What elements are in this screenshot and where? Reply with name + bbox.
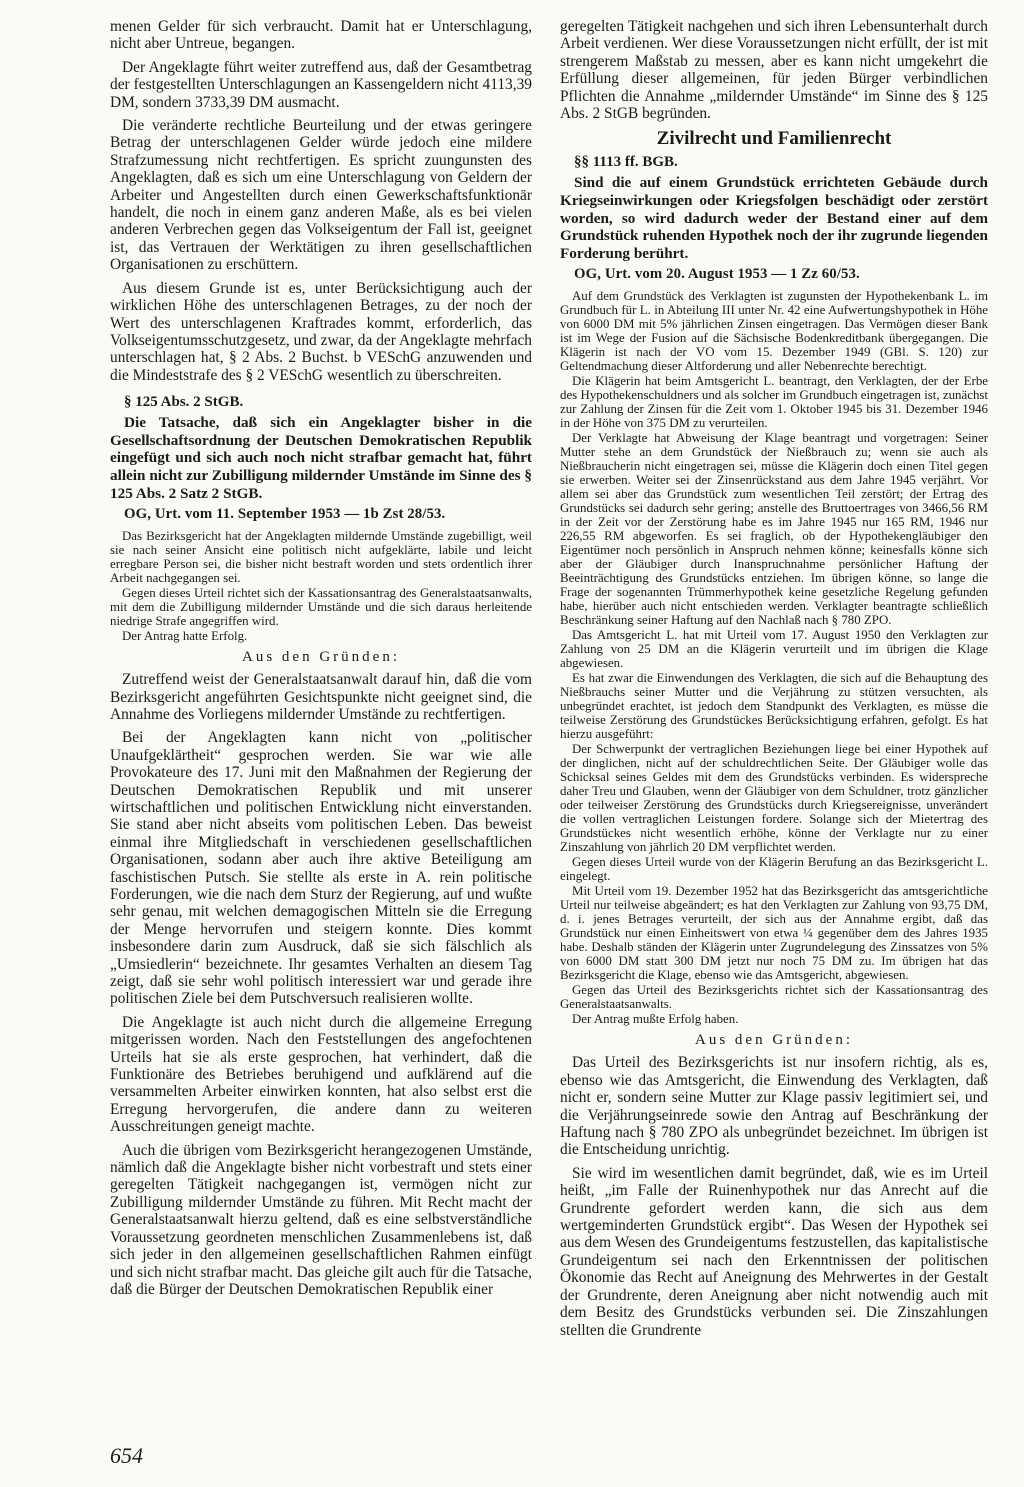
- facts-paragraph: Mit Urteil vom 19. Dezember 1952 hat das Bezirksgericht das amtsgerichtliche Urteil nur teilweise abgeändert; es hat den Verklagten zur Zahlung von 93,75 DM, d. i. jenes Betrages verurteilt, der sich aus der Annahme ergibt, daß das Grundstück nur einen Einheitswert von etwa ¼ gegenüber dem des Jahres 1935 habe. Deshalb ständen der Klägerin unter Zugrundelegung des Zinssatzes von 5% von 6000 DM statt 300 DM jetzt nur noch 75 DM zu. Im übrigen hat das Bezirksgericht die Klage, ebenso wie das Amtsgericht, abgewiesen.: [560, 884, 988, 983]
- facts-paragraph: Das Amtsgericht L. hat mit Urteil vom 17. August 1950 den Verklagten zur Zahlung von 25 DM an die Klägerin verurteilt und im übrigen die Klage abgewiesen.: [560, 628, 988, 671]
- facts-paragraph: Der Schwerpunkt der vertraglichen Beziehungen liege bei einer Hypothek auf der dinglichen, nicht auf der schuldrechtlichen Seite. Der Gläubiger wolle das Schicksal seines Geldes mit dem des Grundstücks verbinden. Es widerspreche daher Treu und Glauben, wenn der Gläubiger von dem Schuldner, trotz gänzlicher oder teilweiser Zerstörung des Grundstücks durch Kriegsereignisse, unverändert die vollen vertraglichen Leistungen fordere. Solange sich der Mietertrag des Grundstückes nicht wesentlich erhöhe, könne der Verklagte nur zu einer Zinszahlung von jährlich 20 DM verpflichtet werden.: [560, 742, 988, 855]
- statute-reference: §§ 1113 ff. BGB.: [574, 154, 678, 171]
- reasons-heading: Aus den Gründen:: [695, 1032, 853, 1049]
- paragraph: menen Gelder für sich verbraucht. Damit hat er Unterschlagung, nicht aber Untreue, begangen.: [110, 18, 532, 53]
- facts-paragraph: Gegen dieses Urteil wurde von der Klägerin Berufung an das Bezirksgericht L. eingelegt.: [560, 855, 988, 884]
- facts-paragraph: Der Antrag mußte Erfolg haben.: [572, 1012, 739, 1027]
- paragraph: Die veränderte rechtliche Beurteilung und der etwas geringere Betrag der unterschlagenen Gelder würde jedoch eine mildere Strafzumessung nicht rechtfertigen. Es spricht zuungunsten des Angeklagten, daß es sich um eine Unterschlagung von Geldern der Arbeiter und Angestellten durch einen Gewerkschaftsfunktionär handelt, die noch in einem ganz anderen Maße, als es bei vielen anderen Verbrechen gegen das Volkseigentum der Fall ist, geeignet ist, das Vertrauen der Werktätigen zu ihren gesellschaftlichen Organisationen zu erschüttern.: [110, 117, 532, 274]
- paragraph: Der Angeklagte führt weiter zutreffend aus, daß der Gesamtbetrag der festgestellten Unterschlagungen an Kassengeldern nicht 4113,39 DM, sondern 3733,39 DM ausmacht.: [110, 58, 532, 111]
- paragraph: Die Angeklagte ist auch nicht durch die allgemeine Erregung mitgerissen worden. Nach den Feststellungen des angefochtenen Urteils hat sie als erste gesprochen, hat verhindert, daß die Funktionäre des Betriebes beruhigend und aufklärend auf die versammelten Arbeiter einwirken konnten, hat also selbst erst die Erregung hervorgerufen, die andere dann zu weiteren Ausschreitungen geneigt machte.: [110, 1013, 532, 1136]
- paragraph: Bei der Angeklagten kann nicht von „politischer Unaufgeklärtheit“ gesprochen werden. Sie war wie alle Provokateure des 17. Juni mit den Maßnahmen der Regierung der Deutschen Demokratischen Republik und mit unserer wirtschaftlichen und politischen Entwicklung nicht einverstanden. Sie stand aber nicht abseits vom politischen Leben. Das beweist einmal ihre Mitgliedschaft in verschiedenen gesellschaftlichen Organisationen, sodann aber auch ihre aktive Beteiligung am faschistischen Putsch. Sie stellte als erste in A. rein politische Forderungen, wie die nach dem Sturz der Regierung, auf und wußte sehr genau, mit welchen demagogischen Mitteln sie die Erregung der Menge hervorrufen und steigern konnte. Dies kommt insbesondere darin zum Ausdruck, daß sie sich fälschlich als „Umsiedlerin“ bezeichnete. Ihr gesamtes Verhalten an diesem Tag zeigt, daß sie sehr wohl politisch interessiert war und gerade ihre politischen Ziele bei dem Putschversuch realisieren wollte.: [110, 729, 532, 1008]
- facts-paragraph: Gegen dieses Urteil richtet sich der Kassationsantrag des Generalstaatsanwalts, mit dem die Zubilligung mildernder Umstände und die sich daraus herleitende niedrige Strafe angegriffen wird.: [110, 586, 532, 629]
- facts-paragraph: Das Bezirksgericht hat der Angeklagten mildernde Umstände zugebilligt, weil sie nach seiner Ansicht eine politisch nicht aufgeklärte, labile und leicht erregbare Person sei, die bisher nicht bestraft worden und stets ordentlich ihrer Arbeit nachgegangen sei.: [110, 529, 532, 586]
- paragraph: Sie wird im wesentlichen damit begründet, daß, wie es im Urteil heißt, „im Falle der Ruinenhypothek nur das Anrecht auf die Grundrente gefordert werden kann, die sich aus dem wertgeminderten Grundstück ergibt“. Das Wesen der Hypothek sei aus dem Wesen des Grundeigentums festzustellen, das kapitalistische Grundeigentum sei nach den Erkenntnissen der politischen Ökonomie das Recht auf Aneignung des Mehrwertes in der Gestalt der Grundrente, deren Aneignung aber nicht notwendig auch mit dem Besitz des Grundstücks verbunden sei. Die Zinszahlungen stellten die Grundrente: [560, 1164, 988, 1339]
- left-column: [110, 18, 532, 1304]
- facts-paragraph: Die Klägerin hat beim Amtsgericht L. beantragt, den Verklagten, der der Erbe des Hypothekenschuldners und als solcher im Grundbuch eingetragen ist, zunächst zur Zahlung der Zinsen für die Zeit vom 1. Oktober 1945 bis 31. Dezember 1946 in der Höhe von 375 DM zu verurteilen.: [560, 374, 988, 431]
- case-citation: OG, Urt. vom 20. August 1953 — 1 Zz 60/53.: [574, 266, 860, 283]
- right-column: [560, 18, 988, 1345]
- facts-paragraph: Auf dem Grundstück des Verklagten ist zugunsten der Hypothekenbank L. im Grundbuch für L. in Abteilung III unter Nr. 42 eine Aufwertungshypothek in Höhe von 6000 DM mit 5% jährlichen Zinsen eingetragen. Das Vermögen dieser Bank ist im Wege der Fusion auf die Sächsische Bodenkreditbank übergegangen. Die Klägerin ist nach der VO vom 15. Dezember 1949 (GBl. S. 120) zur Geltendmachung dieser Altforderung und aller Nebenrechte berechtigt.: [560, 289, 988, 374]
- reasons-heading: Aus den Gründen:: [242, 649, 400, 666]
- paragraph: Auch die übrigen vom Bezirksgericht herangezogenen Umstände, nämlich daß die Angeklagte bisher nicht vorbestraft und stets einer geregelten Tätigkeit nachgegangen ist, vermögen nicht zur Zubilligung mildernder Umstände zu führen. Mit Recht macht der Generalstaatsanwalt hierzu geltend, daß es eine selbstverständliche Voraussetzung geordneten menschlichen Zusammenlebens ist, daß sich jeder in den allgemeinen gesellschaftlichen Rahmen einfügt und sich nicht strafbar macht. Das gleiche gilt auch für die Tatsache, daß die Bürger der Deutschen Demokratischen Republik einer: [110, 1141, 532, 1298]
- facts-paragraph: Der Antrag hatte Erfolg.: [122, 629, 248, 644]
- facts-paragraph: Der Verklagte hat Abweisung der Klage beantragt und vorgetragen: Seiner Mutter stehe an dem Grundstück der Nießbrauch zu; wenn sie auch als Nießbraucherin nicht eingetragen sei, müsse die Klägerin doch einen Titel gegen sie erwerben. Weiter sei der Zinsenrückstand aus dem Jahre 1945 verjährt. Vor allem sei aber das Grundstück zum wesentlichen Teil zerstört; der Ertrag des Grundstücks sei dadurch sehr gering; anstelle des Bruttoertrages von 3466,56 RM in der Zeit vor der Zerstörung habe es im Jahre 1945 nur 165 RM, 1946 nur 226,55 RM abgeworfen. Es sei fraglich, ob der Hypothekengläubiger den Eigentümer noch persönlich in Anspruch nehmen könne; keinesfalls könne sich aber der Gläubiger durch Inanspruchnahme persönlicher Haftung der Beeinträchtigung des Grundstücks entziehen. Im übrigen könne, so lange die Frage der sogenannten Trümmerhypothek keine gesetzliche Regelung gefunden habe, hierüber auch nicht entschieden werden. Verklagter beantragte schließlich Beschränkung seiner Haftung auf den Nachlaß nach § 780 ZPO.: [560, 431, 988, 628]
- page-number: 654: [110, 1443, 143, 1468]
- paragraph: geregelten Tätigkeit nachgehen und sich ihren Lebensunterhalt durch Arbeit verdienen. Wer diese Voraussetzungen nicht erfüllt, der ist mit strengerem Maßstab zu messen, aber es kann nicht umgekehrt die Erfüllung dieser allgemeinen, für jeden Bürger verbindlichen Pflichten die Annahme „mildernder Umstände“ im Sinne des § 125 Abs. 2 StGB begründen.: [560, 18, 988, 123]
- paragraph: Zutreffend weist der Generalstaatsanwalt darauf hin, daß die vom Bezirksgericht angeführten Gesichtspunkte nicht geeignet sind, die Annahme des Vorliegens mildernder Umstände zu rechtfertigen.: [110, 671, 532, 723]
- section-heading: Zivilrecht und Familienrecht: [656, 128, 892, 150]
- paragraph: Aus diesem Grunde ist es, unter Berücksichtigung auch der wirklichen Höhe des unterschlagenen Betrages, zu der noch der Wert des unterschlagenen Kraftrades kommt, erforderlich, das Volkseigentumsschutzgesetz, und zwar, da der Angeklagte mehrfach unterschlagen hat, § 2 Abs. 2 Buchst. b VESchG anzuwenden und die Mindeststrafe des § 2 VESchG wesentlich zu überschreiten.: [110, 279, 532, 384]
- statute-reference: § 125 Abs. 2 StGB.: [124, 394, 244, 411]
- paragraph: Das Urteil des Bezirksgerichts ist nur insofern richtig, als es, ebenso wie das Amtsgericht, die Einwendung des Verklagten, daß nicht er, sondern seine Mutter zur Klage passiv legitimiert sei, und die Verjährungseinrede sowie den Antrag auf Beschränkung der Haftung nach § 780 ZPO als unbegründet bezeichnet. Im übrigen ist die Entscheidung unrichtig.: [560, 1054, 988, 1159]
- facts-paragraph: Es hat zwar die Einwendungen des Verklagten, die sich auf die Behauptung des Nießbrauchs seiner Mutter und die Verjährung zu stützen versuchten, als unbegründet erachtet, ist jedoch dem Standpunkt des Verklagten, es müsse die teilweise Zerstörung des Grundstückes Berücksichtigung erfahren, gefolgt. Es hat hierzu ausgeführt:: [560, 671, 988, 742]
- headnote: Sind die auf einem Grundstück errichteten Gebäude durch Kriegseinwirkungen oder Kriegsfolgen beschädigt oder zerstört worden, so wird dadurch weder der Bestand einer auf dem Grundstück ruhenden Hypothek noch der ihr zugrunde liegenden Forderung berührt.: [560, 174, 988, 262]
- headnote: Die Tatsache, daß sich ein Angeklagter bisher in die Gesellschaftsordnung der Deutschen Demokratischen Republik eingefügt und sich auch noch nicht strafbar gemacht hat, führt allein nicht zur Zubilligung mildernder Umstände im Sinne des § 125 Abs. 2 Satz 2 StGB.: [110, 414, 532, 502]
- case-citation: OG, Urt. vom 11. September 1953 — 1b Zst 28/53.: [124, 506, 446, 523]
- facts-paragraph: Gegen das Urteil des Bezirksgerichts richtet sich der Kassationsantrag des Generalstaatsanwalts.: [560, 983, 988, 1012]
